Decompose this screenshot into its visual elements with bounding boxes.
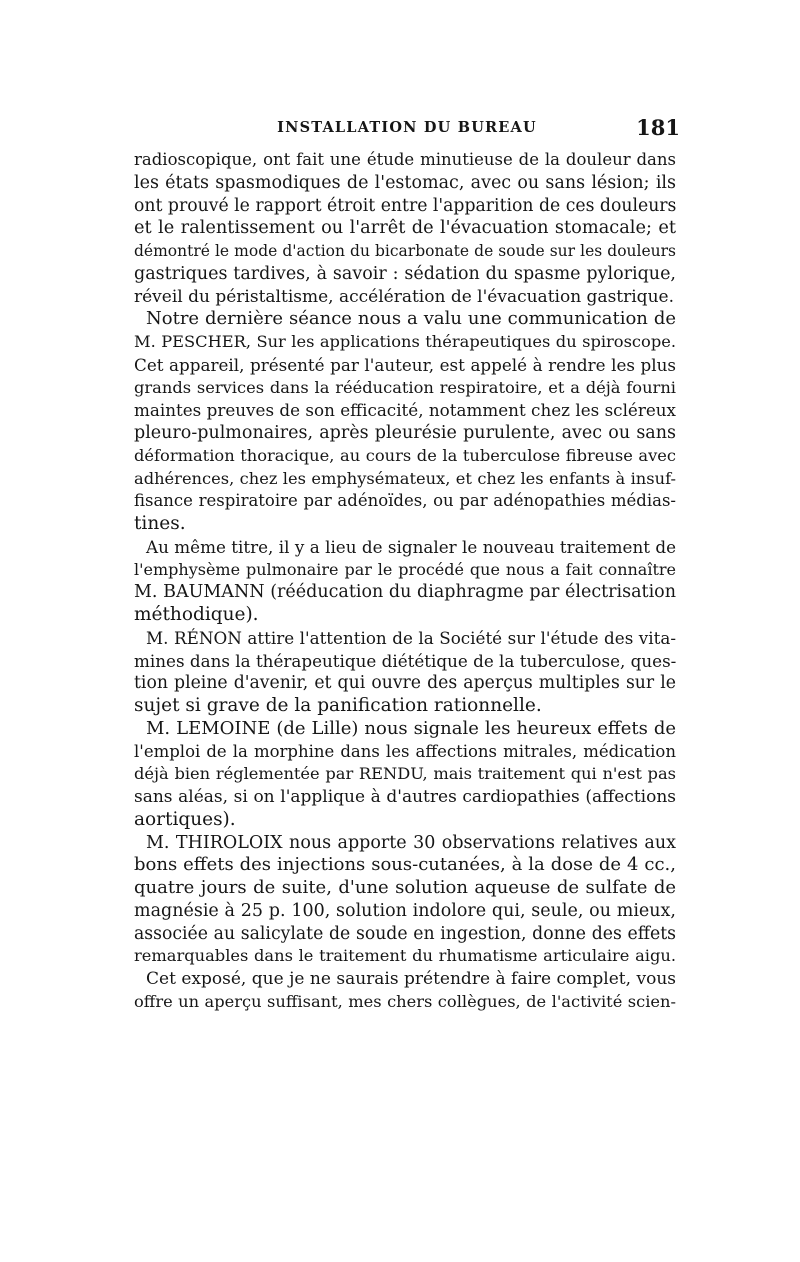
text-line: Cet appareil, présenté par l'auteur, est appelé à rendre les plus <box>134 354 676 375</box>
text-line: tion pleine d'avenir, et qui ouvre des aperçus multiples sur le <box>134 673 676 694</box>
text-line: offre un aperçu suffisant, mes chers collègues, de l'activité scien- <box>134 991 676 1011</box>
text-line: M. RÉNON attire l'attention de la Société sur l'étude des vita- <box>146 627 676 648</box>
text-line: ont prouvé le rapport étroit entre l'apparition de ces douleurs <box>134 195 677 216</box>
text-line: et le ralentissement ou l'arrêt de l'évacuation stomacale; et <box>134 218 676 239</box>
text-line: l'emploi de la morphine dans les affections mitrales, médication <box>134 741 676 761</box>
text-line: gastriques tardives, à savoir : sédation du spasme pylorique, <box>134 263 676 284</box>
text-line: M. THIROLOIX nous apporte 30 observations relatives aux <box>146 832 676 853</box>
text-line: méthodique). <box>134 604 259 625</box>
text-line: M. PESCHER, Sur les applications thérapeutiques du spiroscope. <box>134 332 676 351</box>
text-line: adhérences, chez les emphysémateux, et chez les enfants à insuf- <box>134 468 676 488</box>
text-line: Au même titre, il y a lieu de signaler le nouveau traitement de <box>146 536 676 557</box>
text-line: réveil du péristaltisme, accélération de l'évacuation gastrique. <box>134 286 674 307</box>
text-line: maintes preuves de son efficacité, notamment chez les scléreux <box>134 400 676 421</box>
text-line: Cet exposé, que je ne saurais prétendre à faire complet, vous <box>146 969 676 989</box>
text-line: M. LEMOINE (de Lille) nous signale les heureux effets de <box>146 717 676 739</box>
text-line: M. BAUMANN (rééducation du diaphragme par électrisation <box>134 582 676 603</box>
text-line: Notre dernière séance nous a valu une communication de <box>146 308 676 330</box>
text-line: tines. <box>134 513 186 534</box>
text-line: aortiques). <box>134 808 236 830</box>
page-number: 181 <box>636 115 680 140</box>
text-line: démontré le mode d'action du bicarbonate de soude sur les douleurs <box>134 242 676 260</box>
text-line: radioscopique, ont fait une étude minutieuse de la douleur dans <box>134 150 676 169</box>
text-line: magnésie à 25 p. 100, solution indolore qui, seule, ou mieux, <box>134 900 676 921</box>
text-line: fisance respiratoire par adénoïdes, ou par adénopathies médias- <box>134 491 676 511</box>
body-text <box>134 149 676 1014</box>
text-line: déformation thoracique, au cours de la tuberculose fibreuse avec <box>134 445 676 465</box>
text-line: sans aléas, si on l'applique à d'autres cardiopathies (affections <box>134 787 676 807</box>
text-line: les états spasmodiques de l'estomac, avec ou sans lésion; ils <box>134 172 676 193</box>
text-line: pleuro-pulmonaires, après pleurésie purulente, avec ou sans <box>134 423 676 443</box>
text-line: grands services dans la rééducation respiratoire, et a déjà fourni <box>134 377 676 397</box>
text-line: quatre jours de suite, d'une solution aqueuse de sulfate de <box>134 877 676 898</box>
text-line: l'emphysème pulmonaire par le procédé que nous a fait connaître <box>134 559 676 579</box>
text-line: déjà bien réglementée par RENDU, mais traitement qui n'est pas <box>134 764 676 784</box>
text-line: associée au salicylate de soude en ingestion, donne des effets <box>134 923 676 944</box>
running-title: INSTALLATION DU BUREAU <box>277 119 537 136</box>
text-line: sujet si grave de la panification rationnelle. <box>134 695 542 716</box>
text-line: remarquables dans le traitement du rhumatisme articulaire aigu. <box>134 946 676 966</box>
text-line: mines dans la thérapeutique diététique de la tuberculose, ques- <box>134 650 677 671</box>
text-line: bons effets des injections sous-cutanées, à la dose de 4 cc., <box>134 854 676 876</box>
page-header <box>134 117 680 141</box>
